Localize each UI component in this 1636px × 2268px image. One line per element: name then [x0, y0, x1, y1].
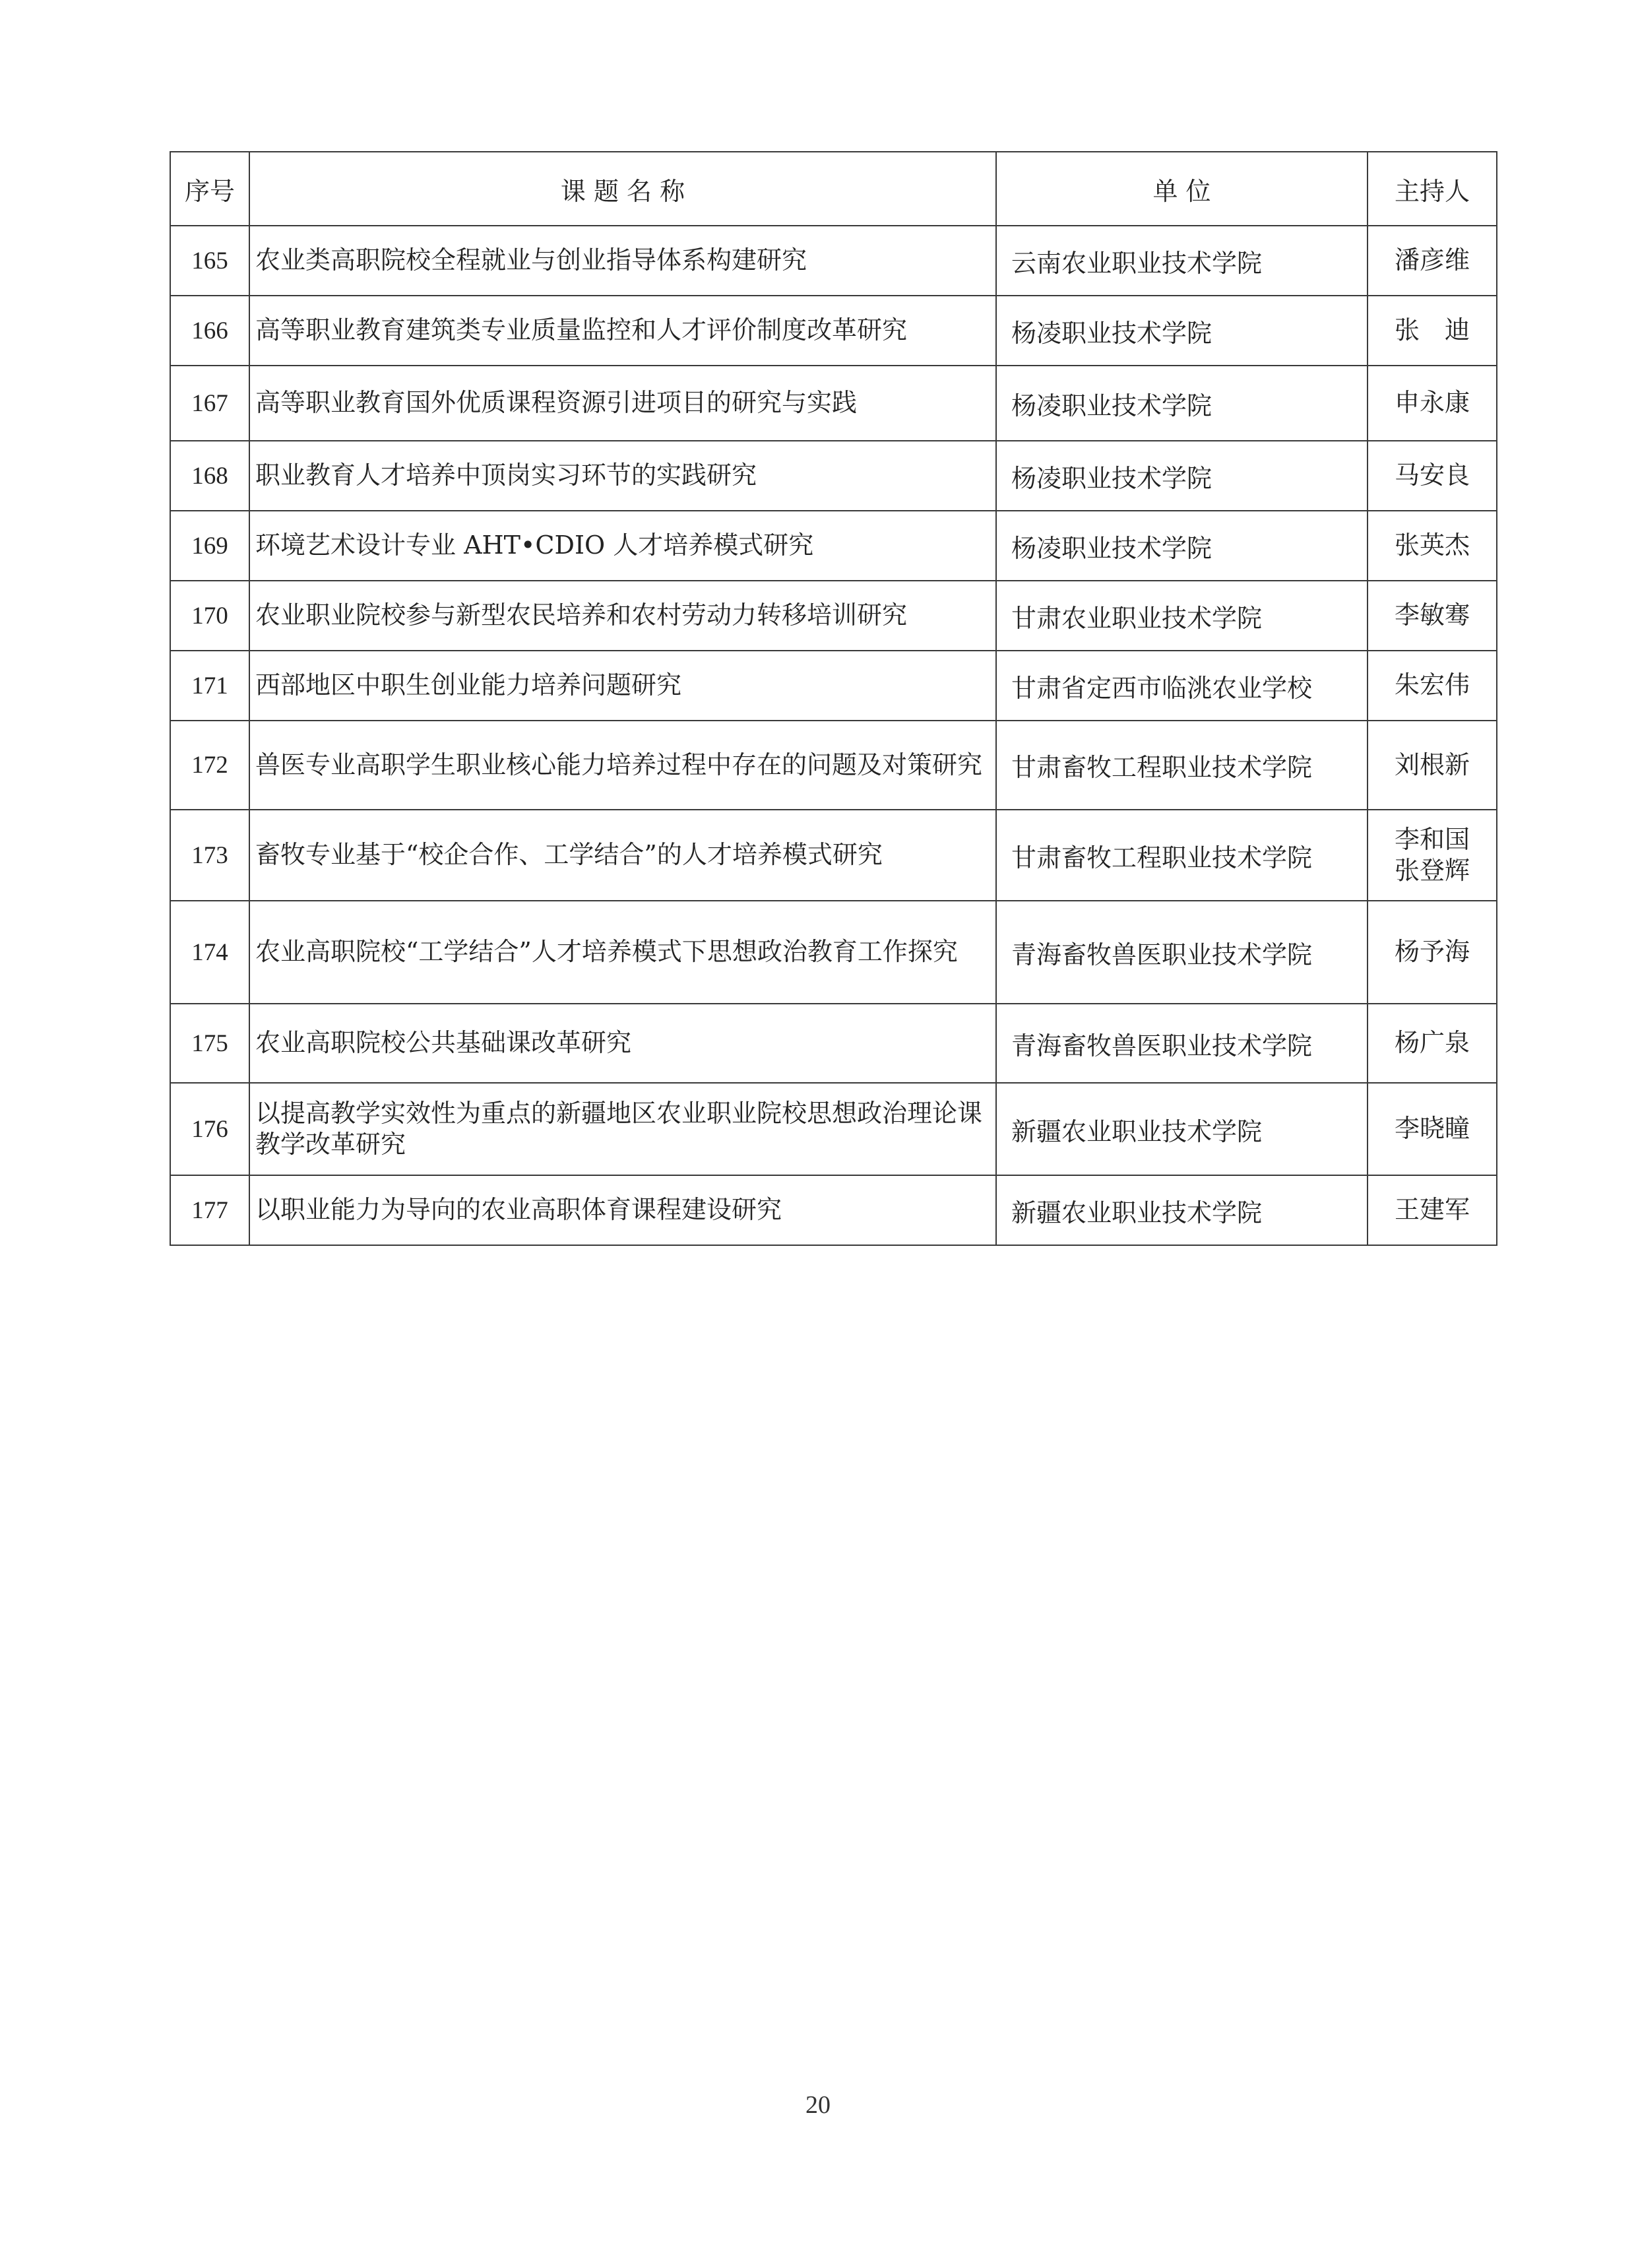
host-name: 杨广泉: [1394, 1028, 1470, 1058]
row-host: [1368, 226, 1497, 296]
row-number: 171: [170, 651, 249, 721]
row-title: 环境艺术设计专业 AHT•CDIO 人才培养模式研究: [249, 511, 996, 581]
row-title: 农业职业院校参与新型农民培养和农村劳动力转移培训研究: [249, 581, 996, 651]
row-host: [1368, 366, 1497, 441]
row-title: 高等职业教育建筑类专业质量监控和人才评价制度改革研究: [249, 296, 996, 366]
row-title: 农业高职院校公共基础课改革研究: [249, 1004, 996, 1083]
host-name: 朱宏伟: [1394, 670, 1470, 700]
host-name: 申永康: [1394, 388, 1470, 418]
host-name: 潘彦维: [1394, 245, 1470, 275]
table-row: [170, 721, 1497, 810]
header-title: 课 题 名 称: [249, 152, 996, 226]
row-unit: 杨凌职业技术学院: [996, 296, 1368, 366]
row-number: 168: [170, 441, 249, 511]
project-table: [170, 151, 1497, 1246]
row-unit: 杨凌职业技术学院: [996, 441, 1368, 511]
row-title: 以职业能力为导向的农业高职体育课程建设研究: [249, 1175, 996, 1245]
host-name: 王建军: [1394, 1195, 1470, 1225]
row-title: 农业高职院校“工学结合”人才培养模式下思想政治教育工作探究: [249, 901, 996, 1004]
host-name: 张英杰: [1394, 531, 1470, 560]
row-number: 166: [170, 296, 249, 366]
table-header-row: [170, 152, 1497, 226]
table-row: [170, 1175, 1497, 1245]
table-row: [170, 1083, 1497, 1175]
row-host: [1368, 1083, 1497, 1175]
table-row: [170, 581, 1497, 651]
row-host: [1368, 721, 1497, 810]
table-row: [170, 1004, 1497, 1083]
host-name: 李晓瞳: [1394, 1114, 1470, 1144]
row-host: [1368, 1004, 1497, 1083]
row-title: 高等职业教育国外优质课程资源引进项目的研究与实践: [249, 366, 996, 441]
table-row: [170, 901, 1497, 1004]
row-unit: 甘肃省定西市临洮农业学校: [996, 651, 1368, 721]
table-row: [170, 296, 1497, 366]
header-host: 主持人: [1368, 152, 1497, 226]
row-host: [1368, 441, 1497, 511]
row-title: 西部地区中职生创业能力培养问题研究: [249, 651, 996, 721]
host-name: 李和国: [1394, 824, 1470, 854]
row-unit: 杨凌职业技术学院: [996, 511, 1368, 581]
row-number: 170: [170, 581, 249, 651]
row-host: [1368, 511, 1497, 581]
row-number: 169: [170, 511, 249, 581]
header-number: 序号: [170, 152, 249, 226]
row-number: 172: [170, 721, 249, 810]
host-name: 张 迪: [1394, 315, 1470, 345]
row-unit: 甘肃畜牧工程职业技术学院: [996, 810, 1368, 901]
row-title: 职业教育人才培养中顶岗实习环节的实践研究: [249, 441, 996, 511]
table-row: [170, 810, 1497, 901]
table-row: [170, 366, 1497, 441]
row-host: [1368, 296, 1497, 366]
host-name: 刘根新: [1394, 750, 1470, 779]
row-title: 农业类高职院校全程就业与创业指导体系构建研究: [249, 226, 996, 296]
row-unit: 杨凌职业技术学院: [996, 366, 1368, 441]
row-number: 173: [170, 810, 249, 901]
host-name: 杨予海: [1394, 937, 1470, 967]
row-host: [1368, 581, 1497, 651]
table-row: [170, 441, 1497, 511]
table-body: [170, 226, 1497, 1245]
row-number: 167: [170, 366, 249, 441]
host-name: 马安良: [1394, 461, 1470, 490]
row-unit: 云南农业职业技术学院: [996, 226, 1368, 296]
page-number: 20: [805, 2091, 831, 2119]
row-number: 177: [170, 1175, 249, 1245]
row-host: [1368, 901, 1497, 1004]
row-title: 以提高教学实效性为重点的新疆地区农业职业院校思想政治理论课教学改革研究: [249, 1083, 996, 1175]
row-number: 174: [170, 901, 249, 1004]
host-name: 张登辉: [1394, 856, 1470, 885]
table-row: [170, 511, 1497, 581]
row-unit: 青海畜牧兽医职业技术学院: [996, 901, 1368, 1004]
row-title: 兽医专业高职学生职业核心能力培养过程中存在的问题及对策研究: [249, 721, 996, 810]
row-host: [1368, 651, 1497, 721]
row-unit: 甘肃农业职业技术学院: [996, 581, 1368, 651]
row-unit: 甘肃畜牧工程职业技术学院: [996, 721, 1368, 810]
row-host: [1368, 810, 1497, 901]
row-number: 176: [170, 1083, 249, 1175]
row-unit: 新疆农业职业技术学院: [996, 1083, 1368, 1175]
row-unit: 新疆农业职业技术学院: [996, 1175, 1368, 1245]
table-row: [170, 226, 1497, 296]
host-name: 李敏骞: [1394, 600, 1470, 630]
row-number: 165: [170, 226, 249, 296]
row-number: 175: [170, 1004, 249, 1083]
row-host: [1368, 1175, 1497, 1245]
row-title: 畜牧专业基于“校企合作、工学结合”的人才培养模式研究: [249, 810, 996, 901]
header-unit: 单 位: [996, 152, 1368, 226]
table-row: [170, 651, 1497, 721]
row-unit: 青海畜牧兽医职业技术学院: [996, 1004, 1368, 1083]
